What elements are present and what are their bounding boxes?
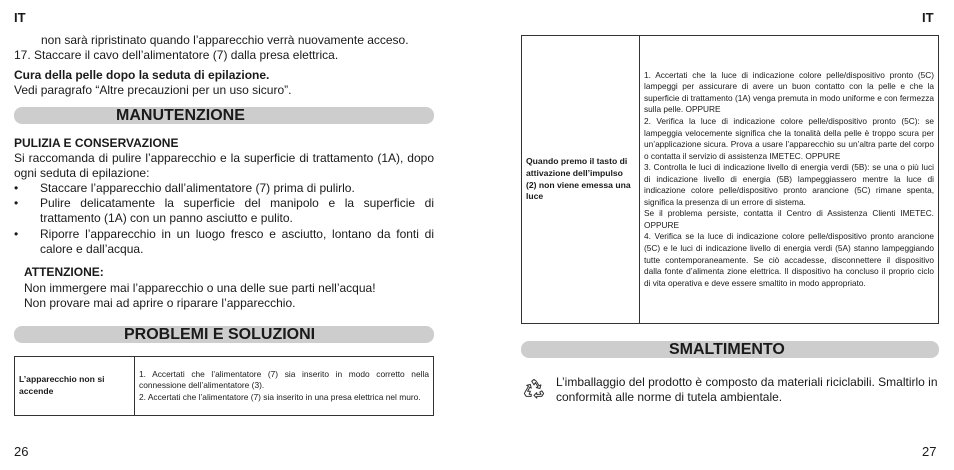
table-row (522, 36, 939, 324)
list-item: • Pulire delicatamente la superficie del manipolo e la superficie di trattamento (1A) con un panno asciutto e pulito. (14, 196, 434, 226)
left-page-number: 26 (14, 444, 29, 459)
problemi-title: PROBLEMI E SOLUZIONI (124, 326, 316, 343)
continued-step-text: non sarà ripristinato quando l’apparecchio verrà nuovamente acceso. (41, 33, 409, 47)
problem-cell: L’apparecchio non si accende (15, 357, 135, 416)
smaltimento-title: SMALTIMENTO (669, 341, 785, 358)
smaltimento-section-band (521, 341, 939, 358)
skin-care-heading: Cura della pelle dopo la seduta di epilazione. (14, 68, 270, 82)
pulizia-heading: PULIZIA E CONSERVAZIONE (14, 136, 179, 150)
list-item: • Riporre l’apparecchio in un luogo fresco e asciutto, lontano da fonti di calore e dall’acqua. (14, 226, 434, 256)
attenzione-heading: ATTENZIONE: (24, 265, 104, 279)
maintenance-bullet-list (14, 181, 434, 257)
step-17-text: 17. Staccare il cavo dell’alimentatore (7) dalla presa elettrica. (14, 48, 339, 62)
table-row (15, 357, 434, 416)
pulizia-intro: Si raccomanda di pulire l’apparecchio e la superficie di trattamento (1A), dopo ogni seduta di epilazione: (14, 151, 434, 181)
attenzione-line-1: Non immergere mai l’apparecchio o una delle sue parti nell’acqua! (24, 281, 376, 295)
right-page-number: 27 (922, 444, 937, 459)
manutenzione-title: MANUTENZIONE (116, 107, 245, 124)
left-language-label: IT (14, 10, 26, 25)
list-item: • Staccare l’apparecchio dall’alimentatore (7) prima di pulirlo. (14, 181, 355, 195)
troubleshooting-table-right (521, 35, 939, 324)
solutions-cell: 1. Accertati che la luce di indicazione colore pelle/dispositivo pronto (5C) lampeggi per assicurare di avere un buon contatto con la pelle e che la superficie di trattamento (1A) venga premuta in modo uniforme e con fermezza sulla pelle. OPPURE 2. Verifica la luce di indicazione colore pelle/dispositivo pronto (5C): se lampeggia velocemente significa che la tonalità della pelle è troppo scura per un’applicazione sicura. Prova a usare l’apparecchio su un’altra parte del corpo o contatta il servizio di assistenza IMETEC. OPPURE 3. Controlla le luci di indicazione livello di energia verdi (5B): se una o più luci di indicazione livello di energia (5B) lampeggiassero mentre la luce di indicazione colore pelle/dispositivo pronto arancione (5C) rimane spenta, significa la presenza di un errore di sistema. Se il problema persiste, contatta il Centro di Assistenza Clienti IMETEC. OPPURE 4. Verifica se la luce di indicazione colore pelle/dispositivo pronto arancione (5C) e le luci di indicazione livello di energia verdi (5A) stanno lampeggiando tutte contemporaneamente. Se ciò accadesse, disconnettere il dispositivo dalla fonte d’alimenta zione elettrica. Il dispositivo ha concluso il proprio ciclo di vita operativa e deve essere smaltito in modo appropriato. (640, 36, 939, 324)
recycle-icon (523, 378, 545, 400)
attenzione-line-2: Non provare mai ad aprire o riparare l’apparecchio. (24, 296, 296, 310)
solutions-cell: 1. Accertati che l’alimentatore (7) sia inserito in modo corretto nella connessione dell’alimentatore (3). 2. Accertati che l’alimentatore (7) sia inserito in una presa elettrica nel muro. (135, 357, 434, 416)
skin-care-text: Vedi paragrafo “Altre precauzioni per un uso sicuro”. (14, 83, 292, 97)
problem-cell: Quando premo il tasto di attivazione dell’impulso (2) non viene emessa una luce (522, 36, 640, 324)
troubleshooting-table-left (14, 356, 434, 416)
right-language-label: IT (922, 10, 934, 25)
problemi-section-band (14, 326, 434, 343)
smaltimento-text: L’imballaggio del prodotto è composto da materiali riciclabili. Smaltirlo in conformità alle norme di tutela ambientale. (556, 375, 938, 405)
manutenzione-section-band (14, 107, 434, 124)
